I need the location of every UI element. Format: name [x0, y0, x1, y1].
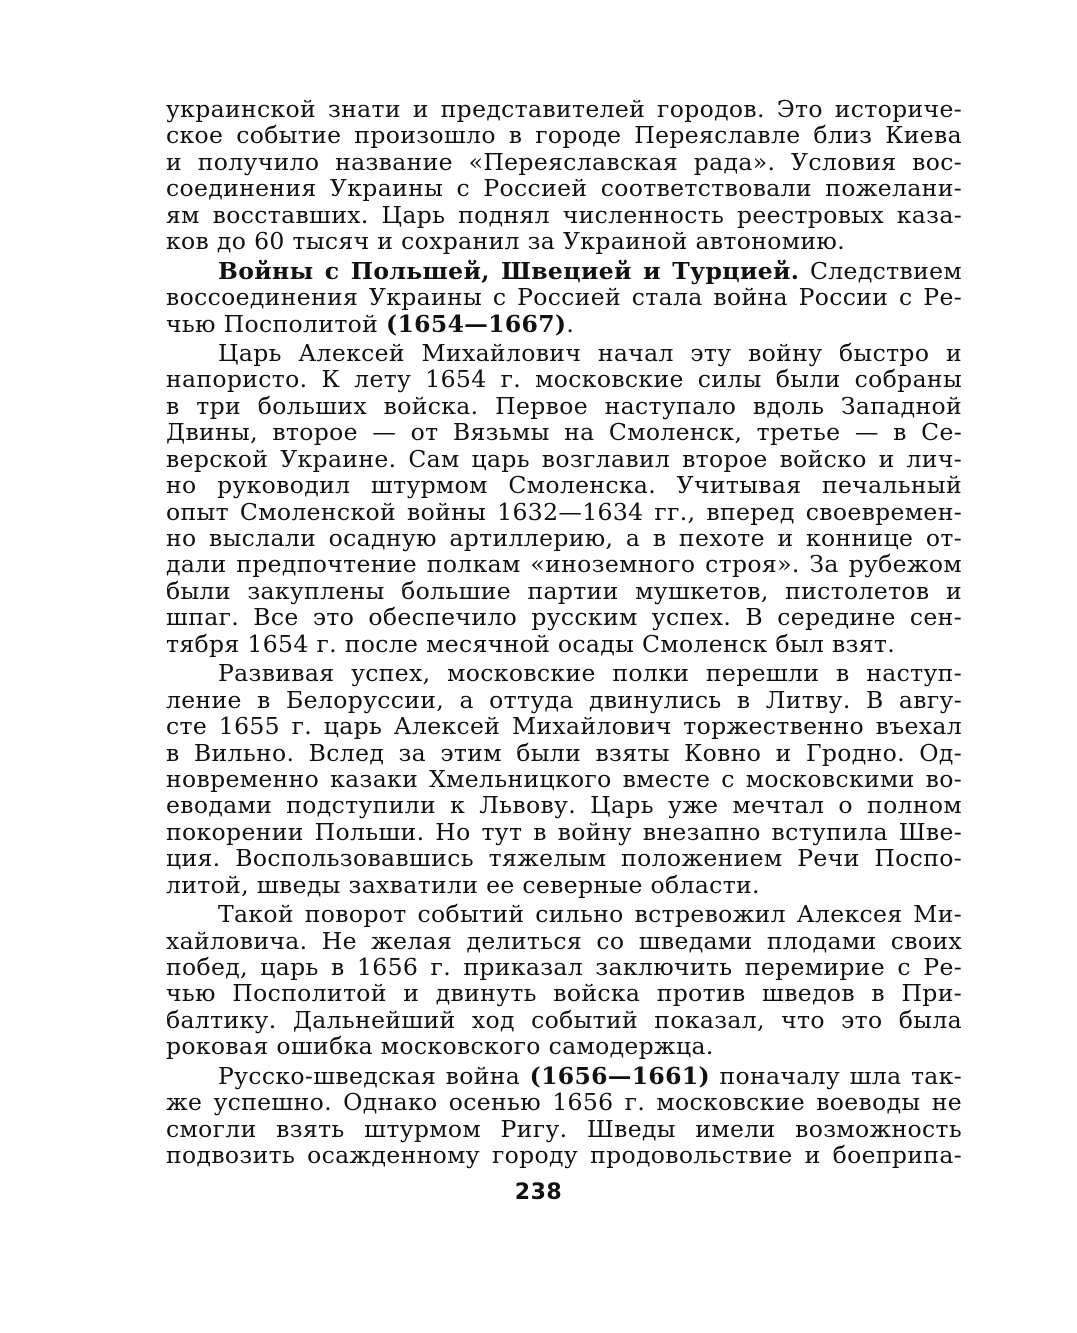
text-line: чью Посполитой и двинуть войска против шведов в При-	[166, 979, 962, 1008]
text-line: шпаг. Все это обеспечило русским успех. В середине сен-	[166, 603, 962, 632]
text-line: Такой поворот событий сильно встревожил Алексея Ми-	[218, 900, 962, 929]
text-fragment: .	[566, 309, 575, 338]
text-line: роковая ошибка московского самодержца.	[166, 1032, 714, 1061]
text-line: литой, шведы захватили ее северные области.	[166, 870, 760, 899]
date-range: (1654—1667)	[386, 309, 567, 338]
text-line: хайловича. Не желая делиться со шведами плодами своих	[166, 926, 962, 955]
text-line: и получило название «Переяславская рада». Условия вос-	[166, 147, 962, 176]
text-line: покорении Польши. Но тут в войну внезапно вступила Шве-	[166, 817, 962, 846]
text-line: сте 1655 г. царь Алексей Михайлович торжественно въехал	[166, 712, 962, 741]
text-line: Двины, второе — от Вязьмы на Смоленск, третье — в Се-	[166, 418, 962, 447]
text-line: в Вильно. Вслед за этим были взяты Ковно и Гродно. Од-	[166, 738, 962, 767]
text-fragment: Русско-шведская война	[218, 1061, 530, 1090]
page-text	[166, 96, 962, 1169]
text-fragment: поначалу шла так-	[710, 1061, 962, 1090]
text-line: подвозить осажденному городу продовольствие и боеприпа-	[166, 1141, 962, 1170]
text-line: ям восставших. Царь поднял численность реестровых каза-	[166, 200, 962, 229]
section-heading-line	[166, 258, 962, 284]
text-line: были закуплены большие партии мушкетов, пистолетов и	[166, 576, 962, 605]
text-line: побед, царь в 1656 г. приказал заключить перемирие с Ре-	[166, 953, 962, 981]
text-line: но выслали осадную артиллерию, а в пехоте и коннице от-	[166, 524, 962, 552]
text-line: в три больших войска. Первое наступало вдоль Западной	[166, 391, 962, 420]
text-fragment: Следствием	[799, 256, 962, 285]
text-line: Развивая успех, московские полки перешли в наступ-	[218, 659, 962, 688]
text-line: дали предпочтение полкам «иноземного строя». За рубежом	[166, 550, 962, 579]
text-line: ция. Воспользовавшись тяжелым положением Речи Поспо-	[166, 844, 962, 873]
text-line: опыт Смоленской войны 1632—1634 гг., вперед своевремен-	[166, 497, 962, 526]
text-line	[166, 311, 962, 337]
text-line: балтику. Дальнейший ход событий показал, что это была	[166, 1005, 962, 1034]
text-line: ское событие произошло в городе Переяславле близ Киева	[166, 121, 962, 150]
section-heading: Войны с Польшей, Швецией и Турцией.	[218, 256, 800, 285]
text-line: же успешно. Однако осенью 1656 г. московские воеводы не	[166, 1088, 962, 1117]
text-line: еводами подступили к Львову. Царь уже мечтал о полном	[166, 791, 962, 820]
text-line: ление в Белоруссии, а оттуда двинулись в Литву. В авгу-	[166, 685, 962, 714]
text-line: тября 1654 г. после месячной осады Смоленск был взят.	[166, 629, 896, 658]
text-line: верской Украине. Сам царь возглавил второе войско и лич-	[166, 444, 962, 473]
text-line: смогли взять штурмом Ригу. Шведы имели возможность	[166, 1114, 962, 1143]
text-line: соединения Украины с Россией соответствовали пожелани-	[166, 174, 962, 203]
page-number: 238	[514, 1180, 563, 1205]
text-line: ков до 60 тысяч и сохранил за Украиной автономию.	[166, 227, 846, 256]
text-fragment: чью Посполитой	[166, 309, 386, 338]
date-range: (1656—1661)	[529, 1061, 711, 1090]
text-line: украинской знати и представителей городов. Это историче-	[166, 95, 962, 123]
text-line: но руководил штурмом Смоленска. Учитывая печальный	[166, 471, 962, 500]
text-line: новременно казаки Хмельницкого вместе с московскими во-	[166, 764, 962, 793]
text-line: напористо. К лету 1654 г. московские силы были собраны	[166, 365, 962, 394]
text-line	[166, 1063, 962, 1089]
text-line: воссоединения Украины с Россией стала война России с Ре-	[166, 283, 962, 312]
text-line: Царь Алексей Михайлович начал эту войну быстро и	[218, 338, 962, 367]
